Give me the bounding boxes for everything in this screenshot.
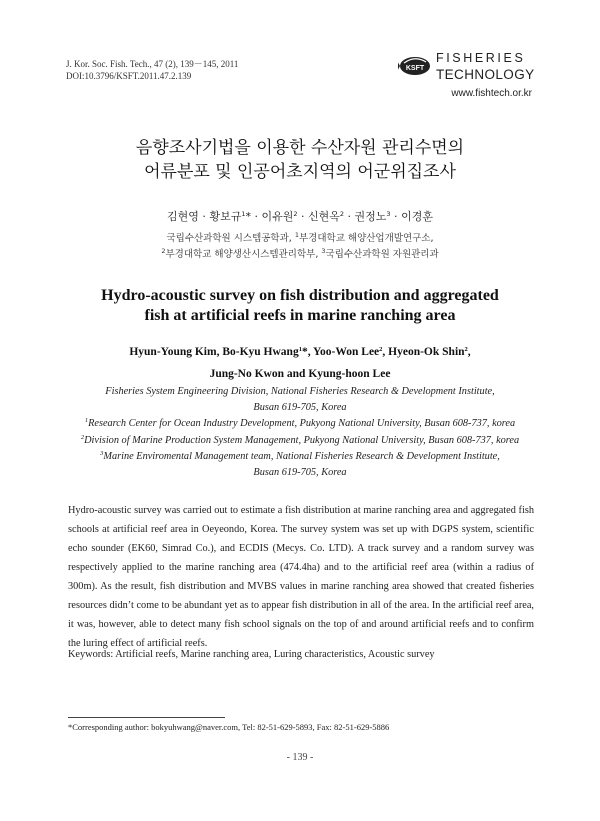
affiliation-mark: 1 [241, 210, 246, 218]
affiliation-line [0, 433, 600, 449]
journal-url[interactable]: www.fishtech.or.kr [451, 88, 532, 99]
logo-line-technology: TECHNOLOGY [436, 67, 535, 82]
affiliation-line [0, 465, 600, 481]
korean-title-line-2: 어류분포 및 인공어초지역의 어군위집조사 [144, 162, 456, 182]
affiliation-mark: 2 [379, 346, 383, 353]
author-name: Hyeon-Ok Shin [388, 346, 465, 358]
affiliation-line [0, 400, 600, 416]
affiliation-mark: 1 [298, 346, 302, 353]
author-name: 황보규 [209, 210, 242, 223]
author-separator: , [216, 346, 223, 358]
affiliation-mark: 1 [84, 417, 89, 425]
logo-line-fisheries: FISHERIES [436, 51, 526, 65]
english-title [0, 286, 600, 326]
corresponding-mark: * [301, 346, 308, 358]
affiliation-text: 부경대학교 해양생산시스템관리학부, [165, 249, 322, 260]
korean-title [0, 136, 600, 184]
english-affiliations [0, 384, 600, 481]
affiliation-text: 국립수산과학원 시스템공학과, [166, 233, 295, 244]
affiliation-mark: 2 [293, 210, 298, 218]
abstract: Hydro-acoustic survey was carried out to estimate a fish distribution at marine ranching area and aggregated fish schools at artificial reef area in Oeyeondo, Korea. The survey system was set up with DGPS system, scientific echo sounder (EK60, Simrad Co.), and ECDIS (Mecys. Co. LTD). A track survey and a random survey was respectively applied to the marine ranching area (474.4ha) and to the artificial reef area (within a radius of 300m). As the result, fish distribution and MVBS values in marine ranching area showed that created fisheries resources didn’t come to be abundant yet as to appear fish distribution in all of the area. In the artificial reef area, it was, however, able to detect many fish school signals on the top of and around artificial reefs and to confirm the luring effect of artificial reefs. [68, 505, 534, 649]
korean-authors [0, 208, 600, 224]
author-name: Hyun-Young Kim [129, 346, 217, 358]
author-name: 신현옥 [308, 210, 340, 223]
affiliation-mark: 1 [294, 231, 299, 239]
affiliation-mark: 2 [80, 433, 85, 441]
author-name: 이경훈 [401, 210, 433, 223]
affiliation-line [0, 449, 600, 465]
corresponding-mark: * [245, 210, 251, 223]
journal-logo [398, 50, 533, 86]
author-name: Kyung-hoon Lee [308, 368, 391, 380]
author-name: Yoo-Won Lee [313, 346, 380, 358]
author-separator: , [307, 346, 314, 358]
citation-line-1: J. Kor. Soc. Fish. Tech., 47 (2), 139－145, 2011 [66, 59, 239, 69]
footnote-text: Corresponding author: bokyuhwang@naver.com, Tel: 82-51-629-5893, Fax: 82-51-629-5886 [72, 722, 390, 732]
affiliation-text: Marine Enviromental Management team, National Fisheries Research & Development Institute, [103, 450, 500, 462]
logo-badge-text: KSFT [405, 65, 425, 72]
affiliation-mark: 3 [386, 210, 391, 218]
page-number: - 139 - [286, 752, 314, 763]
affiliation-mark: 3 [321, 247, 326, 255]
korean-affiliation-line-1 [0, 231, 600, 247]
author-separator: · [250, 210, 262, 223]
affiliation-text: Busan 619-705, Korea [253, 467, 347, 479]
affiliation-text: Division of Marine Production System Management, Pukyong National University, Busan 608-737, korea [84, 434, 520, 446]
korean-title-line-1: 음향조사기법을 이용한 수산자원 관리수면의 [135, 138, 465, 158]
footnote-mark: * [68, 722, 73, 732]
affiliation-text: Fisheries System Engineering Division, National Fisheries Research & Development Institute, [105, 386, 495, 397]
affiliation-text: 국립수산과학원 자원관리과 [325, 249, 439, 260]
affiliation-mark: 2 [161, 247, 166, 255]
author-name: Jung-No Kwon [209, 368, 285, 380]
affiliation-line [0, 384, 600, 400]
author-separator: · [297, 210, 308, 223]
english-authors [0, 341, 600, 385]
affiliation-text: 부경대학교 해양산업개발연구소, [298, 233, 434, 244]
english-title-line-2: fish at artificial reefs in marine ranching area [144, 307, 456, 324]
author-separator: , [382, 346, 389, 358]
affiliation-text: Busan 619-705, Korea [253, 402, 347, 414]
fish-logo-icon [398, 50, 432, 84]
korean-affiliation-line-2 [0, 247, 600, 263]
english-authors-line-2 [0, 363, 600, 385]
journal-citation [66, 58, 238, 82]
korean-affiliations [0, 231, 600, 263]
author-name: 김현영 [167, 210, 199, 223]
affiliation-mark: 2 [464, 346, 468, 353]
affiliation-text: Research Center for Ocean Industry Development, Pukyong National University, Busan 608-737, korea [88, 418, 516, 430]
author-name: Bo-Kyu Hwang [222, 346, 299, 358]
affiliation-line [0, 416, 600, 432]
affiliation-mark: 2 [339, 210, 345, 218]
author-separator: · [390, 210, 402, 223]
footnote-divider [68, 717, 225, 718]
affiliation-mark: 3 [100, 449, 104, 457]
footnote [68, 722, 538, 732]
english-authors-line-1 [0, 341, 600, 363]
doi-line: DOI:10.3796/KSFT.2011.47.2.139 [66, 71, 192, 81]
author-name: 권정노 [354, 210, 387, 223]
author-separator: · [198, 210, 210, 223]
author-conjunction: and [284, 368, 309, 380]
author-separator: , [467, 346, 471, 358]
keywords: Keywords: Artificial reefs, Marine ranching area, Luring characteristics, Acoustic survey [68, 649, 435, 660]
author-separator: · [344, 210, 355, 223]
author-name: 이유원 [261, 210, 294, 223]
english-title-line-1: Hydro-acoustic survey on fish distribution and aggregated [101, 287, 499, 304]
